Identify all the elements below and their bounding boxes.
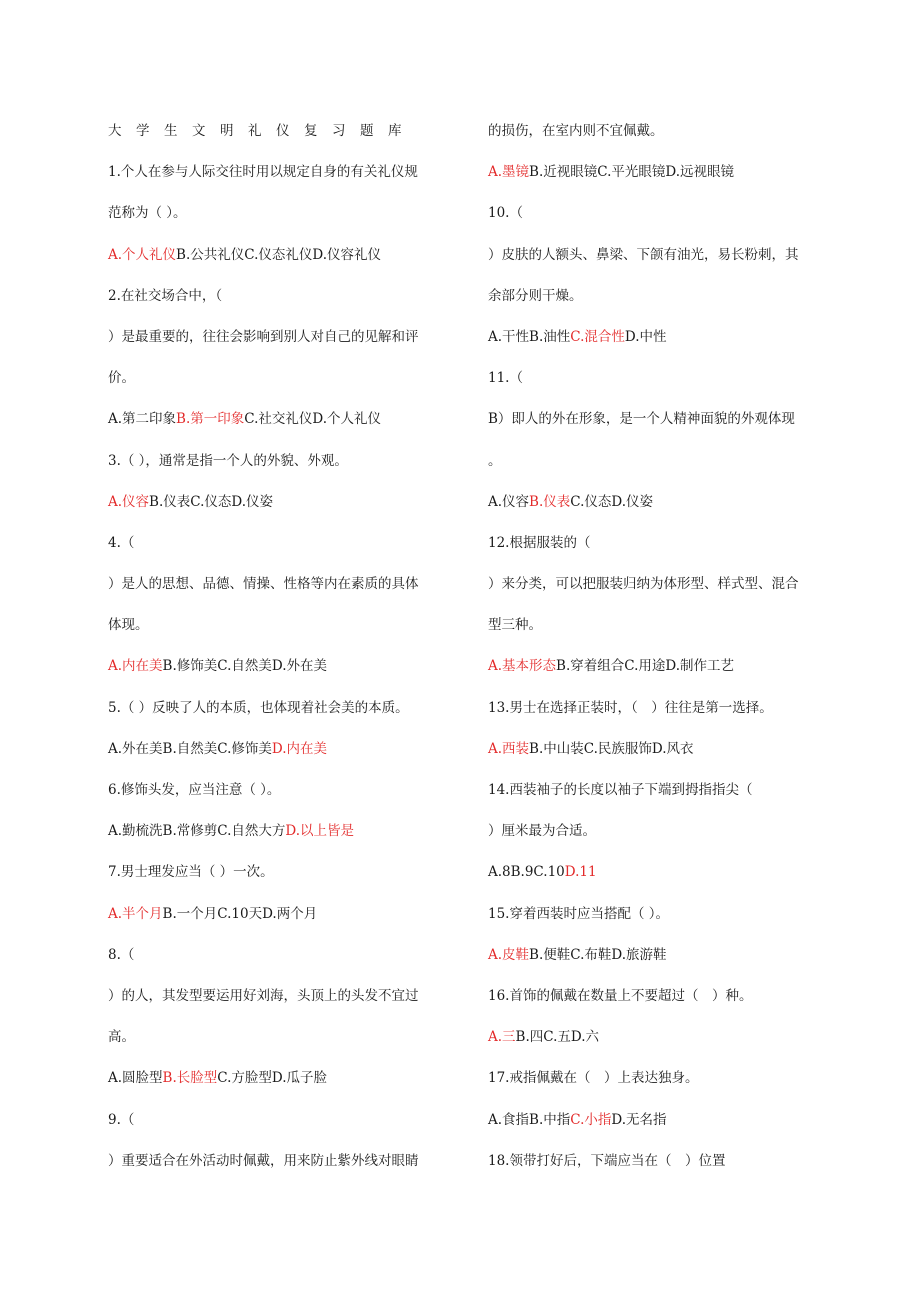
- answer-highlight: B.仪表: [529, 493, 571, 510]
- text-segment: D.中性: [624, 328, 667, 345]
- text-line: [108, 778, 438, 819]
- answer-highlight: A.西装: [488, 740, 530, 757]
- text-segment: C.仪态D.仪姿: [570, 493, 654, 510]
- text-line: [488, 243, 818, 284]
- text-segment: ）重要适合在外活动时佩戴，用来防止紫外线对眼睛: [108, 1152, 419, 1169]
- answer-highlight: A.个人礼仪: [108, 246, 177, 263]
- answer-highlight: D.以上皆是: [285, 823, 355, 840]
- answer-highlight: A.墨镜: [488, 164, 530, 181]
- text-segment: 4.（: [108, 534, 135, 551]
- text-segment: 11.（: [488, 370, 523, 387]
- text-segment: 的损伤，在室内则不宜佩戴。: [488, 123, 664, 139]
- text-segment: 高。: [108, 1029, 135, 1046]
- text-line: [108, 819, 438, 860]
- text-segment: A.食指B.中指: [488, 1111, 571, 1128]
- text-line: [108, 613, 438, 654]
- text-line: [488, 531, 818, 572]
- text-line: [108, 696, 438, 737]
- text-segment: 体现。: [108, 617, 149, 634]
- text-line: [108, 449, 438, 490]
- text-segment: B）即人的外在形象，是一个人精神面貌的外观体现: [488, 411, 795, 428]
- text-segment: 18.领带打好后，下端应当在（ ）位置: [488, 1152, 726, 1169]
- text-line: [488, 984, 818, 1025]
- answer-highlight: B.第一印象: [176, 411, 245, 428]
- text-segment: ）是人的思想、品德、情操、性格等内在素质的具体: [108, 576, 419, 593]
- text-segment: 13.男士在选择正装时，（ ）往往是第一选择。: [488, 699, 773, 716]
- answer-highlight: D.11: [564, 864, 597, 881]
- answer-highlight: B.长脸型: [162, 1070, 218, 1087]
- text-line: [488, 1025, 818, 1066]
- text-line: [488, 407, 818, 448]
- answer-highlight: A.半个月: [108, 905, 163, 922]
- text-segment: B.穿着组合C.用途D.制作工艺: [556, 658, 735, 675]
- text-line: [488, 572, 818, 613]
- text-line: [488, 860, 818, 901]
- text-segment: 1.个人在参与人际交往时用以规定自身的有关礼仪规: [108, 164, 418, 181]
- text-line: [108, 366, 438, 407]
- text-segment: 17.戒指佩戴在（ ）上表达独身。: [488, 1070, 699, 1087]
- text-segment: A.外在美B.自然美C.修饰美: [108, 740, 272, 757]
- text-line: [488, 654, 818, 695]
- answer-highlight: C.混合性: [570, 328, 625, 345]
- text-segment: 7.男士理发应当（ ）一次。: [108, 864, 274, 881]
- text-segment: A.勤梳洗B.常修剪C.自然大方: [108, 823, 286, 840]
- text-line: [108, 860, 438, 901]
- text-line: [488, 490, 818, 531]
- text-line: [108, 572, 438, 613]
- right-column: [488, 119, 818, 1190]
- text-segment: 12.根据服装的（: [488, 534, 591, 551]
- text-segment: B.中山装C.民族服饰D.风衣: [529, 740, 694, 757]
- text-segment: A.干性B.油性: [488, 328, 571, 345]
- text-segment: A.8B.9C.10: [488, 864, 565, 881]
- answer-highlight: A.基本形态: [488, 658, 557, 675]
- text-segment: B.修饰美C.自然美D.外在美: [162, 658, 328, 675]
- text-line: [108, 531, 438, 572]
- text-line: [108, 284, 438, 325]
- text-segment: 10.（: [488, 205, 523, 222]
- text-segment: C.方脸型D.瓜子脸: [217, 1070, 328, 1087]
- text-segment: 。: [488, 452, 502, 469]
- answer-highlight: A.三: [488, 1029, 516, 1046]
- text-line: [488, 696, 818, 737]
- text-segment: A.仪容: [488, 493, 530, 510]
- answer-highlight: A.内在美: [108, 658, 163, 675]
- text-line: [108, 654, 438, 695]
- text-segment: 价。: [108, 370, 135, 387]
- text-segment: 6.修饰头发，应当注意（ ）。: [108, 782, 281, 798]
- answer-highlight: A.皮鞋: [488, 946, 530, 963]
- text-line: [108, 490, 438, 531]
- text-line: [488, 201, 818, 242]
- text-line: [488, 613, 818, 654]
- text-line: [108, 902, 438, 943]
- text-segment: 3.（ ），通常是指一个人的外貌、外观。: [108, 452, 348, 469]
- text-line: [108, 1066, 438, 1107]
- text-segment: B.便鞋C.布鞋D.旅游鞋: [529, 946, 667, 963]
- text-segment: B.公共礼仪C.仪态礼仪D.仪容礼仪: [176, 246, 382, 263]
- text-line: [488, 284, 818, 325]
- text-segment: ）厘米最为合适。: [488, 823, 596, 840]
- text-line: [488, 737, 818, 778]
- answer-highlight: D.内在美: [271, 740, 328, 757]
- text-line: [108, 325, 438, 366]
- text-line: [488, 160, 818, 201]
- text-line: [488, 325, 818, 366]
- text-line: [488, 1066, 818, 1107]
- text-segment: 9.（: [108, 1111, 135, 1128]
- text-line: [488, 1108, 818, 1149]
- text-line: [108, 243, 438, 284]
- text-segment: ）来分类，可以把服装归纳为体形型、样式型、混合: [488, 576, 799, 593]
- text-segment: 16.首饰的佩戴在数量上不要超过（ ）种。: [488, 987, 753, 1004]
- text-line: [108, 737, 438, 778]
- page-title: 大学生文明礼仪复习题库: [108, 123, 416, 139]
- text-segment: B.四C.五D.六: [515, 1029, 600, 1046]
- left-column: [108, 119, 438, 1190]
- text-line: [108, 160, 438, 201]
- text-segment: 14.西装袖子的长度以袖子下端到拇指指尖（: [488, 782, 753, 798]
- text-line: [488, 119, 818, 160]
- text-line: [108, 984, 438, 1025]
- text-line: [488, 902, 818, 943]
- text-segment: 15.穿着西装时应当搭配（ ）。: [488, 905, 670, 922]
- answer-highlight: A.仪容: [108, 493, 150, 510]
- text-segment: A.第二印象: [108, 411, 177, 428]
- text-segment: 5.（ ）反映了人的本质，也体现着社会美的本质。: [108, 699, 409, 716]
- answer-highlight: C.小指: [570, 1111, 612, 1128]
- text-segment: ）是最重要的，往往会影响到别人对自己的见解和评: [108, 328, 419, 345]
- text-line: [488, 449, 818, 490]
- text-segment: C.社交礼仪D.个人礼仪: [244, 411, 382, 428]
- text-line: [488, 819, 818, 860]
- text-segment: B.一个月C.10天D.两个月: [162, 905, 318, 922]
- text-segment: 余部分则干燥。: [488, 287, 583, 304]
- text-line: [488, 366, 818, 407]
- text-segment: 2.在社交场合中，（: [108, 287, 223, 304]
- text-line: [108, 1149, 438, 1190]
- text-line: [108, 201, 438, 242]
- text-segment: ）皮肤的人额头、鼻梁、下颌有油光，易长粉刺，其: [488, 246, 799, 263]
- text-segment: ）的人，其发型要运用好刘海，头顶上的头发不宜过: [108, 987, 419, 1004]
- text-line: [488, 943, 818, 984]
- text-line: [108, 407, 438, 448]
- text-segment: D.无名指: [611, 1111, 667, 1128]
- text-line: [488, 1149, 818, 1190]
- text-line: [108, 1025, 438, 1066]
- text-line: [108, 1108, 438, 1149]
- text-segment: B.仪表C.仪态D.仪姿: [149, 493, 274, 510]
- text-segment: 范称为（ ）。: [108, 205, 187, 222]
- text-segment: B.近视眼镜C.平光眼镜D.远视眼镜: [529, 164, 735, 181]
- text-line: [488, 778, 818, 819]
- text-line: [108, 943, 438, 984]
- text-segment: 8.（: [108, 946, 135, 963]
- text-segment: A.圆脸型: [108, 1070, 163, 1087]
- text-segment: 型三种。: [488, 617, 542, 634]
